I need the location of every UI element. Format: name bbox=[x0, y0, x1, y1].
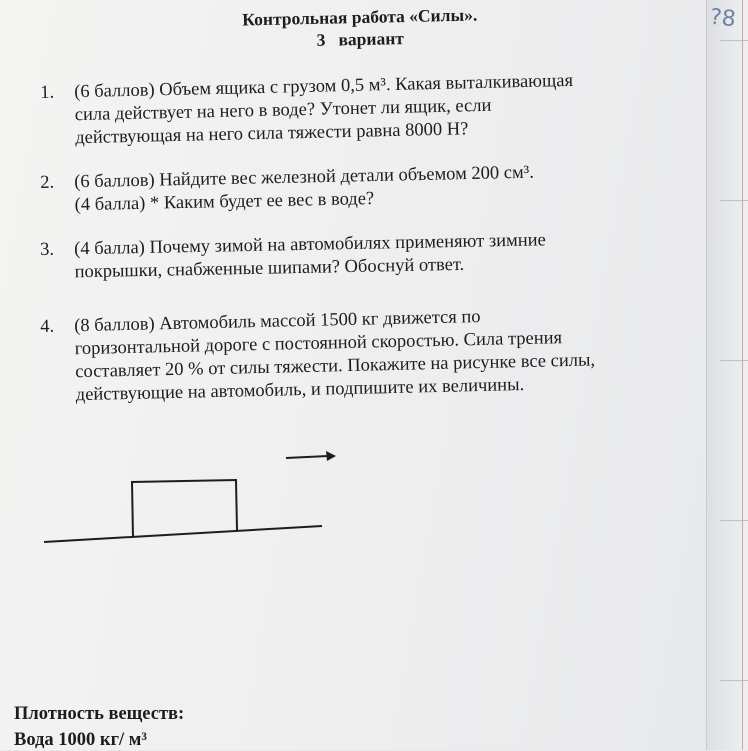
notebook-grid-line bbox=[720, 520, 748, 521]
question-number: 3. bbox=[40, 239, 55, 260]
notebook-margin-line bbox=[742, 0, 743, 750]
question-number: 1. bbox=[40, 82, 55, 103]
page-title: Контрольная работа «Силы». bbox=[242, 4, 478, 30]
question-text-line: составляет 20 % от силы тяжести. Покажите на рисунке все силы, bbox=[75, 350, 596, 383]
velocity-arrow-head bbox=[326, 451, 336, 461]
notebook-grid-line bbox=[720, 680, 748, 681]
question-3 bbox=[40, 226, 701, 285]
car-box bbox=[132, 480, 237, 537]
question-number: 4. bbox=[40, 316, 55, 337]
question-number: 2. bbox=[40, 172, 55, 193]
question-text-line: (6 баллов) Объем ящика с грузом 0,5 м³. Какая выталкивающая bbox=[74, 70, 574, 103]
question-text-line: действующая на него сила тяжести равна 8000 Н? bbox=[75, 119, 469, 149]
car-on-road-figure bbox=[40, 440, 340, 550]
question-1 bbox=[40, 67, 701, 151]
question-text-line: горизонтальной дороге с постоянной скоростью. Сила трения bbox=[74, 328, 563, 360]
notebook-grid-line bbox=[720, 40, 748, 41]
page-header bbox=[150, 2, 571, 55]
densities-heading: Плотность веществ: bbox=[14, 704, 185, 724]
question-text-line: (4 балла) Почему зимой на автомобилях применяют зимние bbox=[74, 230, 546, 260]
question-text-line: действующие на автомобиль, и подпишите их величины. bbox=[75, 375, 525, 406]
question-text-line: (6 баллов) Найдите вес железной детали объемом 200 см³. bbox=[74, 162, 535, 193]
question-text-line: сила действует на него в воде? Утонет ли ящик, если bbox=[74, 95, 492, 126]
density-line-water: Вода 1000 кг/ м³ bbox=[14, 730, 147, 750]
notebook-grid-line bbox=[720, 360, 748, 361]
variant-label: 3 вариант bbox=[316, 28, 405, 50]
question-text-line: (8 баллов) Автомобиль массой 1500 кг движется по bbox=[74, 307, 481, 337]
question-text-line: покрышки, снабженные шипами? Обоснуй ответ. bbox=[74, 254, 465, 283]
road-line bbox=[44, 526, 322, 542]
notebook-grid-line bbox=[720, 200, 748, 201]
question-2 bbox=[40, 158, 701, 218]
velocity-arrow-shaft bbox=[286, 456, 328, 458]
question-4 bbox=[40, 301, 702, 408]
handwritten-corner-mark: ?8 bbox=[708, 4, 737, 33]
question-text-line: (4 балла) * Каким будет ее вес в воде? bbox=[74, 189, 375, 216]
